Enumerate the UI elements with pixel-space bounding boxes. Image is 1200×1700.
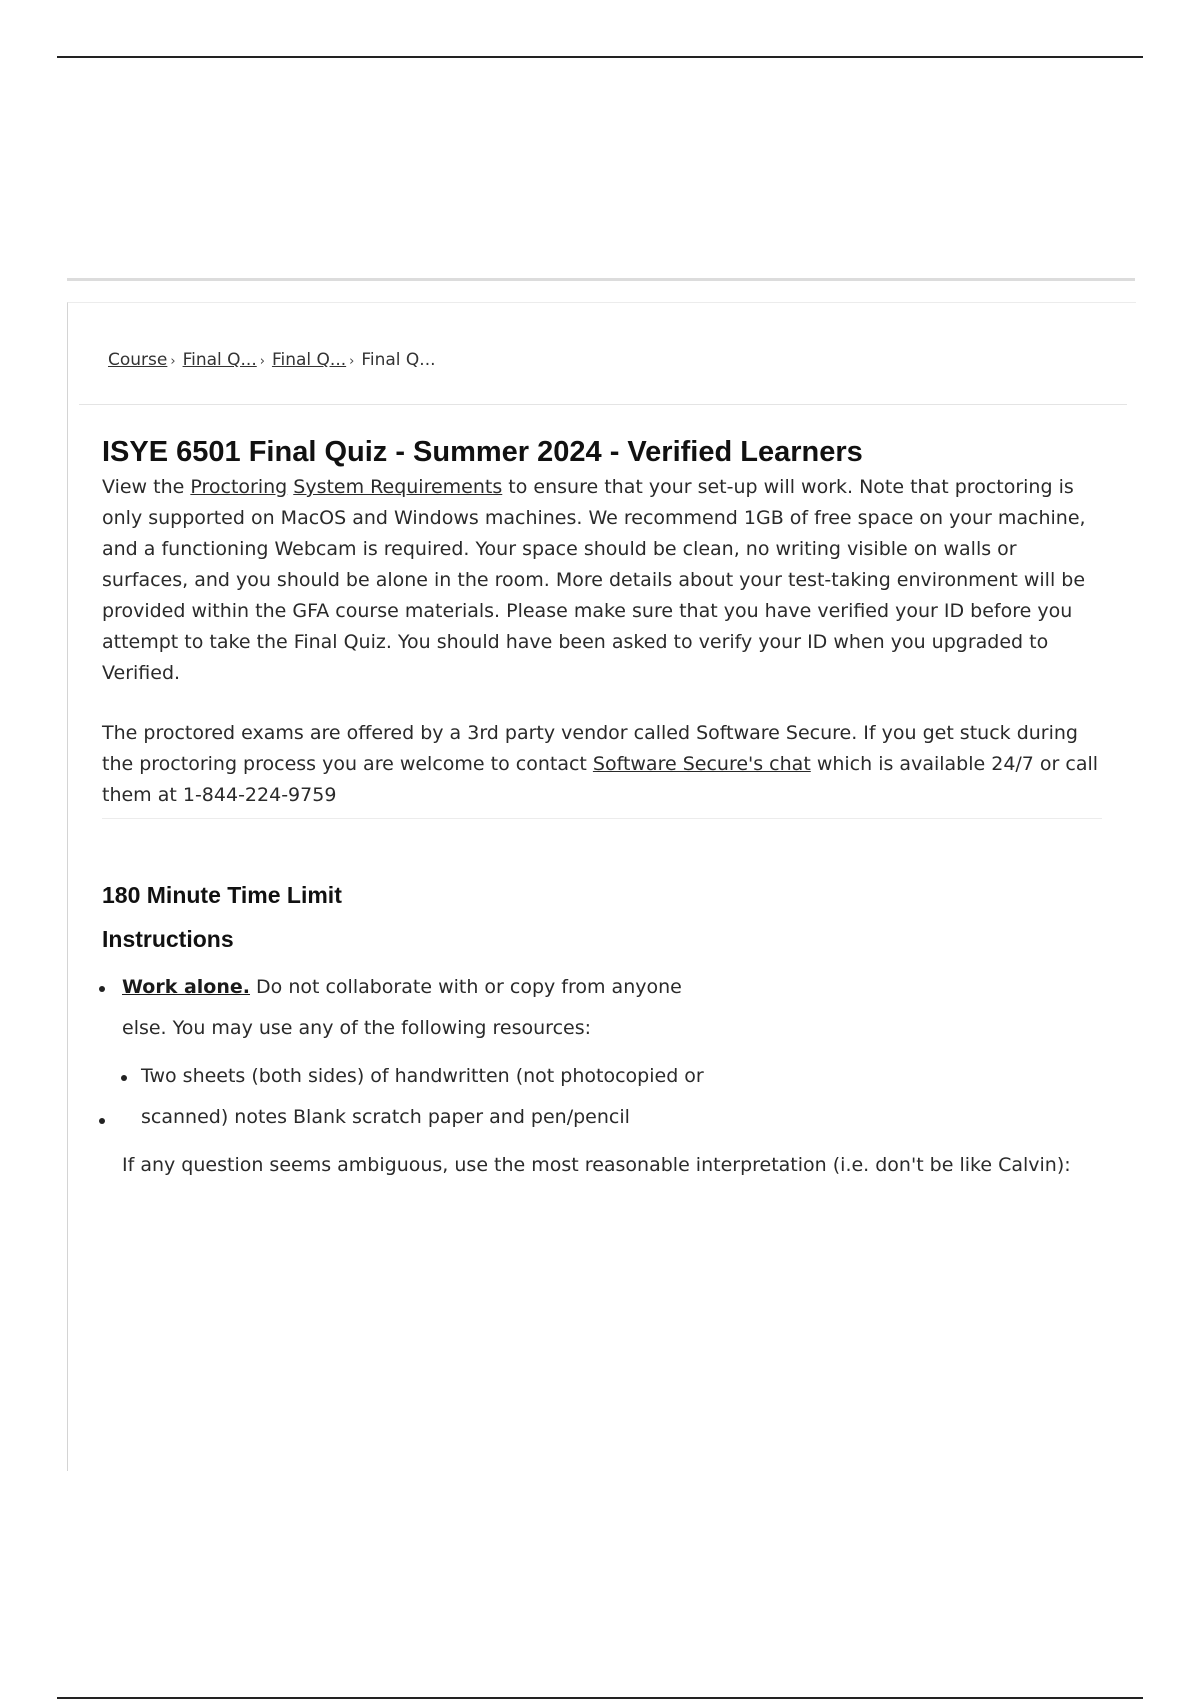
system-requirements-link[interactable]: System Requirements — [293, 476, 503, 498]
breadcrumb — [108, 350, 436, 370]
proctoring-link[interactable]: Proctoring — [190, 476, 288, 498]
ambiguity-note: If any question seems ambiguous, use the most reasonable interpretation (i.e. don't be like Calvin): — [122, 1154, 1071, 1176]
intro-divider — [102, 818, 1102, 819]
instructions-heading: Instructions — [102, 926, 234, 952]
breadcrumb-current-page: Final Q... — [361, 350, 436, 370]
breadcrumb-final-quiz-link-2[interactable]: Final Q... — [271, 350, 347, 370]
breadcrumb-separator: › — [259, 354, 265, 369]
instruction-work-alone — [122, 976, 682, 998]
vendor-text: which is available 24/7 or call them at 1-844-224-9759 — [102, 753, 1099, 806]
breadcrumb-final-quiz-link-1[interactable]: Final Q... — [182, 350, 257, 370]
time-limit-heading: 180 Minute Time Limit — [102, 882, 342, 908]
breadcrumb-separator: › — [170, 354, 176, 369]
proctoring-intro-paragraph — [102, 472, 1102, 689]
instruction-resources-line: else. You may use any of the following resources: — [122, 1017, 592, 1039]
bullet-icon — [121, 1075, 127, 1081]
header-band — [67, 60, 1135, 281]
bottom-page-rule — [57, 1697, 1143, 1699]
bullet-icon — [99, 1118, 105, 1124]
work-alone-text: Do not collaborate with or copy from anyone — [249, 976, 682, 998]
software-secure-chat-link[interactable]: Software Secure's chat — [592, 753, 811, 775]
bullet-icon — [99, 986, 105, 992]
vendor-text: The proctored exams are offered by a 3rd party vendor called Software Secure. If you get stuck during the proctoring process you are welcome to contact — [102, 722, 1078, 775]
work-alone-emphasis: Work alone. — [122, 976, 250, 998]
vendor-paragraph — [102, 718, 1102, 811]
breadcrumb-separator: › — [349, 354, 355, 369]
instruction-scanned-line: scanned) notes Blank scratch paper and pen/pencil — [141, 1106, 630, 1128]
intro-text: to ensure that your set-up will work. Note that proctoring is only supported on MacOS and Windows machines. We recommend 1GB of free space on your machine, and a functioning Webcam is required. Your space should be clean, no writing visible on walls or surfaces, and you should be alone in the room. More details about your test-taking environment will be provided within the GFA course materials. Please make sure that you have verified your ID before you attempt to take the Final Quiz. You should have been asked to verify your ID when you upgraded to Verified. — [102, 476, 1086, 684]
intro-text: View the — [102, 476, 191, 498]
instruction-sheets-line: Two sheets (both sides) of handwritten (not photocopied or — [141, 1065, 704, 1087]
breadcrumb-course-link[interactable]: Course — [108, 350, 168, 370]
page-title: ISYE 6501 Final Quiz - Summer 2024 - Verified Learners — [102, 436, 863, 468]
breadcrumb-divider — [79, 404, 1127, 405]
top-page-rule — [57, 56, 1143, 58]
